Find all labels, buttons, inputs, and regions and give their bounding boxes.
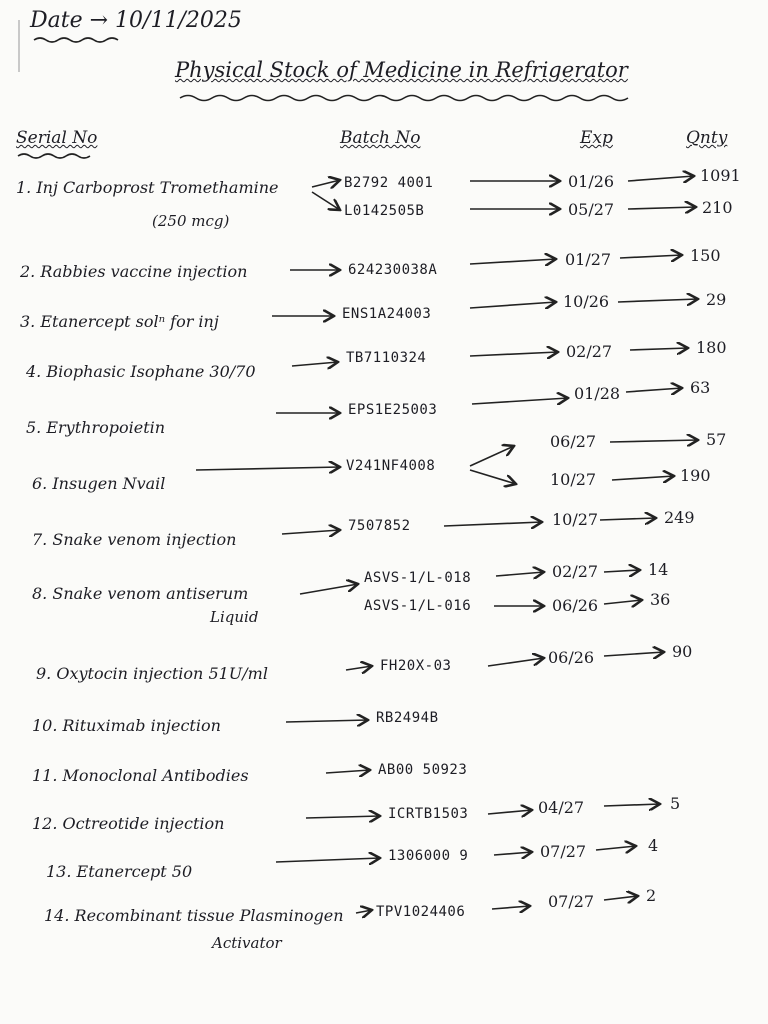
item-name: 1. Inj Carboprost Tromethamine xyxy=(16,178,279,197)
batch-no: 624230038A xyxy=(348,262,438,278)
quantity: 190 xyxy=(680,466,711,485)
item-name: 13. Etanercept 50 xyxy=(46,862,193,881)
batch-no: AB00 50923 xyxy=(378,762,468,778)
exp-date: 06/27 xyxy=(550,432,597,451)
quantity: 63 xyxy=(690,378,711,397)
item-sub: Liquid xyxy=(210,608,259,626)
quantity: 2 xyxy=(646,886,657,905)
quantity: 1091 xyxy=(700,166,741,185)
page-margin-line xyxy=(18,20,20,72)
item-name: 14. Recombinant tissue Plasminogen xyxy=(44,906,344,925)
exp-date: 10/27 xyxy=(552,510,599,529)
serial-underline xyxy=(18,154,90,158)
item-name: 7. Snake venom injection xyxy=(32,530,237,549)
item-sub: (250 mcg) xyxy=(152,212,230,230)
batch-no: ASVS-1/L-018 xyxy=(364,570,472,586)
date: Date → 10/11/2025 xyxy=(30,8,242,33)
date-underline xyxy=(34,38,118,42)
batch-no: TPV1024406 xyxy=(376,904,466,920)
header-qty: Qnty xyxy=(686,128,728,148)
item-name: 9. Oxytocin injection 51U/ml xyxy=(36,664,268,683)
batch-no: B2792 4001 xyxy=(344,175,434,191)
quantity: 4 xyxy=(648,836,659,855)
batch-no: RB2494B xyxy=(376,710,439,726)
exp-date: 01/26 xyxy=(568,172,615,191)
item-sub: Activator xyxy=(212,934,282,952)
exp-date: 01/28 xyxy=(574,384,621,403)
batch-no: FH20X-03 xyxy=(380,658,452,674)
exp-date: 07/27 xyxy=(548,892,595,911)
item-name: 10. Rituximab injection xyxy=(32,716,221,735)
item-name: 5. Erythropoietin xyxy=(26,418,166,437)
header-batch: Batch No xyxy=(340,128,421,148)
quantity: 14 xyxy=(648,560,669,579)
header-exp: Exp xyxy=(580,128,613,148)
batch-no: ICRTB1503 xyxy=(388,806,469,822)
quantity: 29 xyxy=(706,290,727,309)
item-name: 3. Etanercept solⁿ for inj xyxy=(20,312,219,331)
batch-no: ENS1A24003 xyxy=(342,306,432,322)
batch-no: EPS1E25003 xyxy=(348,402,438,418)
batch-no: V241NF4008 xyxy=(346,458,436,474)
batch-no: TB7110324 xyxy=(346,350,427,366)
title-underline xyxy=(180,96,628,101)
batch-no: 1306000 9 xyxy=(388,848,469,864)
item-name: 8. Snake venom antiserum xyxy=(32,584,249,603)
quantity: 249 xyxy=(664,508,695,527)
exp-date: 05/27 xyxy=(568,200,615,219)
quantity: 36 xyxy=(650,590,671,609)
quantity: 210 xyxy=(702,198,733,217)
quantity: 57 xyxy=(706,430,727,449)
quantity: 150 xyxy=(690,246,721,265)
header-serial: Serial No xyxy=(16,128,98,148)
exp-date: 07/27 xyxy=(540,842,587,861)
batch-no: 7507852 xyxy=(348,518,411,534)
item-name: 4. Biophasic Isophane 30/70 xyxy=(26,362,256,381)
exp-date: 10/26 xyxy=(563,292,610,311)
batch-no: ASVS-1/L-016 xyxy=(364,598,472,614)
exp-date: 04/27 xyxy=(538,798,585,817)
page-title: Physical Stock of Medicine in Refrigerator xyxy=(175,58,628,82)
quantity: 5 xyxy=(670,794,681,813)
exp-date: 10/27 xyxy=(550,470,597,489)
item-name: 2. Rabbies vaccine injection xyxy=(20,262,248,281)
exp-date: 01/27 xyxy=(565,250,612,269)
exp-date: 06/26 xyxy=(548,648,595,667)
exp-date: 02/27 xyxy=(566,342,613,361)
item-name: 6. Insugen Nvail xyxy=(32,474,166,493)
quantity: 90 xyxy=(672,642,693,661)
item-name: 11. Monoclonal Antibodies xyxy=(32,766,249,785)
exp-date: 02/27 xyxy=(552,562,599,581)
batch-no: L0142505B xyxy=(344,203,425,219)
quantity: 180 xyxy=(696,338,727,357)
exp-date: 06/26 xyxy=(552,596,599,615)
item-name: 12. Octreotide injection xyxy=(32,814,225,833)
